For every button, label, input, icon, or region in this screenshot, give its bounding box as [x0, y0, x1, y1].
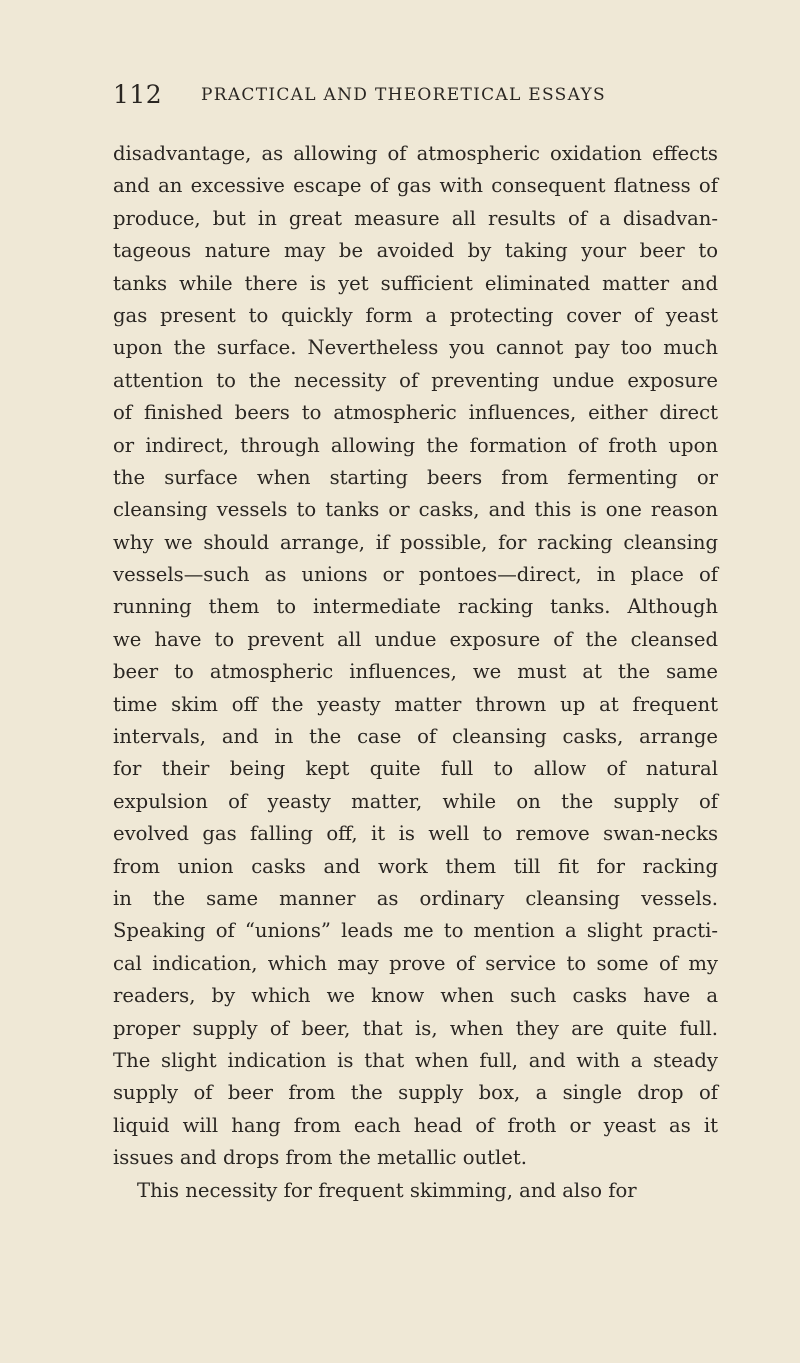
text-line: Speaking of “unions” leads me to mention a slight practi- [113, 919, 718, 943]
text-line: cleansing vessels to tanks or casks, and this is one reason [113, 498, 718, 522]
text-line: supply of beer from the supply box, a single drop of [113, 1081, 718, 1105]
text-line: tanks while there is yet sufficient eliminated matter and [113, 271, 718, 295]
text-line: produce, but in great measure all results of a disadvan- [113, 206, 718, 230]
text-line: tageous nature may be avoided by taking your beer to [113, 239, 718, 263]
text-line: vessels—such as unions or pontoes—direct, in place of [113, 563, 718, 587]
text-line: evolved gas falling off, it is well to remove swan-necks [113, 822, 718, 846]
text-line: and an excessive escape of gas with consequent flatness of [113, 174, 718, 198]
text-line: time skim off the yeasty matter thrown up at frequent [113, 692, 718, 716]
body-text [113, 138, 718, 1207]
running-head: PRACTICAL AND THEORETICAL ESSAYS [201, 85, 606, 105]
text-line: in the same manner as ordinary cleansing vessels. [113, 886, 718, 910]
text-line: running them to intermediate racking tanks. Although [113, 595, 718, 619]
text-line: readers, by which we know when such casks have a [113, 984, 718, 1008]
page-number: 112 [113, 80, 163, 109]
text-line: disadvantage, as allowing of atmospheric oxidation effects [113, 142, 718, 165]
text-line: from union casks and work them till fit for racking [113, 854, 718, 878]
text-line: expulsion of yeasty matter, while on the supply of [113, 789, 718, 813]
text-line: The slight indication is that when full, and with a steady [113, 1048, 718, 1072]
text-line: or indirect, through allowing the formation of froth upon [113, 433, 718, 457]
text-line: we have to prevent all undue exposure of the cleansed [113, 627, 718, 651]
text-line: for their being kept quite full to allow of natural [113, 757, 718, 781]
text-line: beer to atmospheric influences, we must at the same [113, 660, 718, 684]
text-line: upon the surface. Nevertheless you cannot pay too much [113, 336, 718, 360]
text-line: attention to the necessity of preventing undue exposure [113, 368, 718, 392]
text-line: proper supply of beer, that is, when they are quite full. [113, 1016, 718, 1040]
text-line: This necessity for frequent skimming, and also for [137, 1178, 637, 1202]
page-header [113, 80, 713, 112]
text-line: of finished beers to atmospheric influences, either direct [113, 401, 718, 425]
text-line: cal indication, which may prove of service to some of my [113, 951, 718, 975]
text-line: intervals, and in the case of cleansing casks, arrange [113, 725, 718, 749]
text-line: why we should arrange, if possible, for racking cleansing [113, 530, 718, 554]
text-line: issues and drops from the metallic outlet. [113, 1146, 528, 1170]
text-line: gas present to quickly form a protecting cover of yeast [113, 303, 718, 327]
text-line: the surface when starting beers from fermenting or [113, 465, 718, 489]
text-line: liquid will hang from each head of froth or yeast as it [113, 1113, 718, 1137]
